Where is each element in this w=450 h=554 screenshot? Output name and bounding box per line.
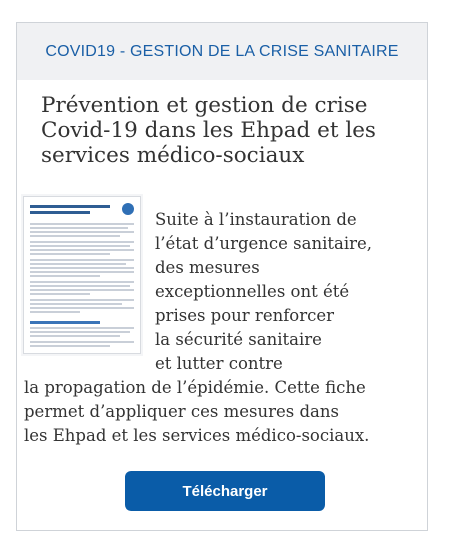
description-line: prises pour renforcer <box>155 306 335 325</box>
description-line: les Ehpad et les services médico-sociaux. <box>24 426 370 445</box>
download-button[interactable]: Télécharger <box>125 471 325 511</box>
card-title[interactable]: Prévention et gestion de crise Covid-19 dans les Ehpad et les services médico-sociaux <box>41 93 376 168</box>
description-line: et lutter contre <box>155 354 283 373</box>
description-line: exceptionnelles ont été <box>155 282 350 301</box>
description-line: des mesures <box>155 258 260 277</box>
description-line: la propagation de l’épidémie. Cette fiche <box>24 378 366 397</box>
description-line: permet d’appliquer ces mesures dans <box>24 402 339 421</box>
description-line: la sécurité sanitaire <box>155 330 322 349</box>
description-line: Suite à l’instauration de <box>155 210 357 229</box>
category-header: COVID19 - GESTION DE LA CRISE SANITAIRE <box>17 23 427 80</box>
description-line: l’état d’urgence sanitaire, <box>155 234 373 253</box>
card-description <box>24 208 402 448</box>
